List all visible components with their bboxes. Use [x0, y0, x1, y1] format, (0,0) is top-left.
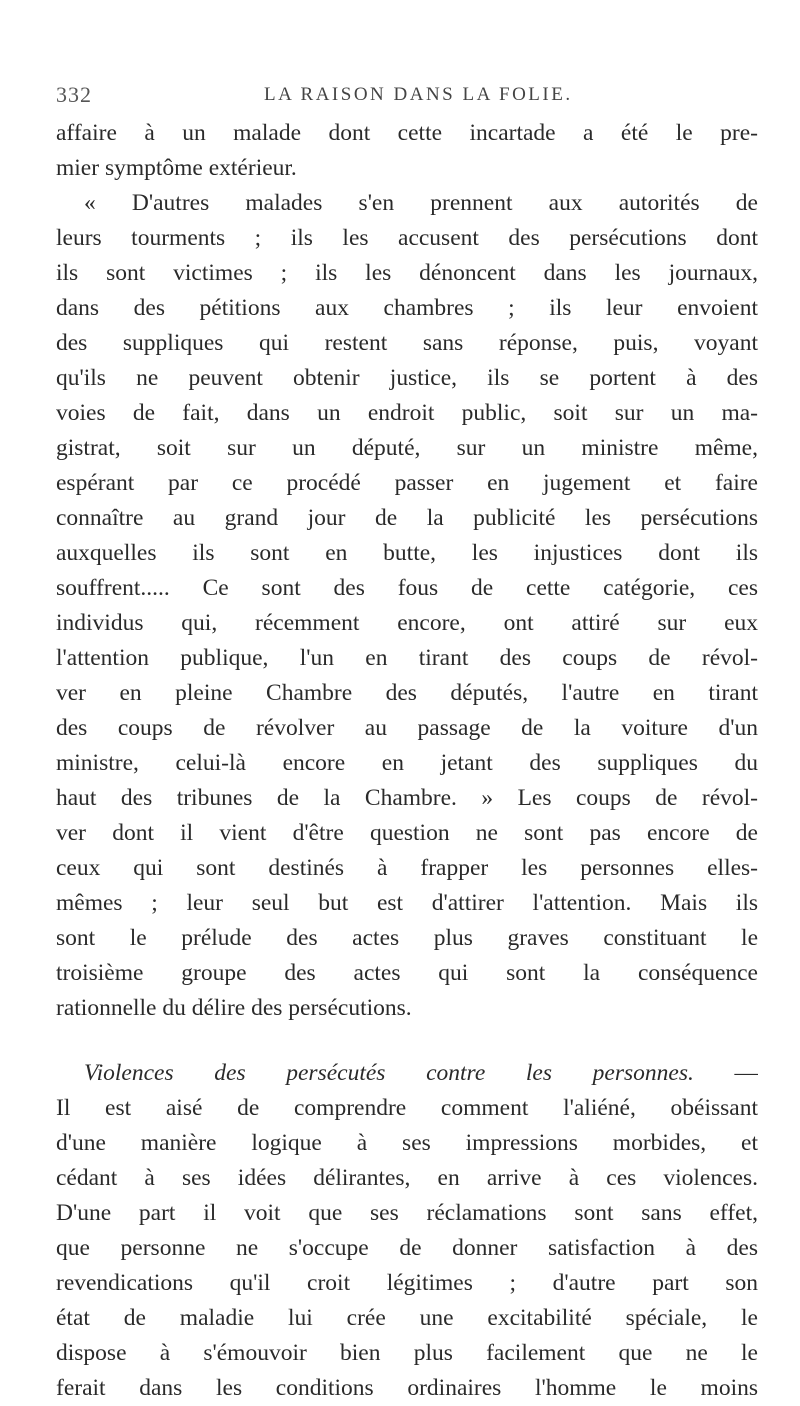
text-line: état de maladie lui crée une excitabilité spéciale, le — [56, 1305, 758, 1331]
body-text — [56, 116, 758, 1406]
text-line: affaire à un malade dont cette incartade a été le pre- — [56, 120, 758, 146]
page-number: 332 — [56, 82, 92, 107]
text-line: mêmes ; leur seul but est d'attirer l'attention. Mais ils — [56, 890, 758, 916]
text-line: l'attention publique, l'un en tirant des coups de révol- — [56, 645, 758, 671]
section-heading: Violences des persécutés contre les personnes. — [84, 1060, 694, 1086]
text-line: ceux qui sont destinés à frapper les personnes elles- — [56, 855, 758, 881]
text-line: cédant à ses idées délirantes, en arrive à ces violences. — [56, 1165, 758, 1191]
text-line: gistrat, soit sur un député, sur un ministre même, — [56, 435, 758, 461]
paragraph-gap — [56, 1026, 758, 1056]
text-line: revendications qu'il croit légitimes ; d'autre part son — [56, 1270, 758, 1296]
text-line: ferait dans les conditions ordinaires l'homme le moins — [56, 1375, 758, 1401]
paragraph — [56, 116, 758, 186]
section-heading-line — [56, 1056, 758, 1091]
text-line: haut des tribunes de la Chambre. » Les coups de révol- — [56, 785, 758, 811]
text-line: d'une manière logique à ses impressions morbides, et — [56, 1130, 758, 1156]
text-line: troisième groupe des actes qui sont la conséquence — [56, 960, 758, 986]
text-line: rationnelle du délire des persécutions. — [56, 995, 412, 1021]
heading-dash: — — [693, 1060, 758, 1086]
text-line: connaître au grand jour de la publicité les persécutions — [56, 505, 758, 531]
text-line: souffrent..... Ce sont des fous de cette catégorie, ces — [56, 575, 758, 601]
text-line: dispose à s'émouvoir bien plus facilement que ne le — [56, 1340, 758, 1366]
paragraph — [56, 186, 758, 1026]
text-line: des coups de révolver au passage de la voiture d'un — [56, 715, 758, 741]
text-line: Il est aisé de comprendre comment l'aliéné, obéissant — [56, 1095, 758, 1121]
text-line: individus qui, récemment encore, ont attiré sur eux — [56, 610, 758, 636]
text-line: « D'autres malades s'en prennent aux autorités de — [84, 190, 758, 216]
text-line: auxquelles ils sont en butte, les injustices dont ils — [56, 540, 758, 566]
paragraph — [56, 1056, 758, 1406]
text-line: ver en pleine Chambre des députés, l'autre en tirant — [56, 680, 758, 706]
text-line: voies de fait, dans un endroit public, soit sur un ma- — [56, 400, 758, 426]
text-line: sont le prélude des actes plus graves constituant le — [56, 925, 758, 951]
page-header — [56, 82, 756, 110]
text-line: des suppliques qui restent sans réponse, puis, voyant — [56, 330, 758, 356]
text-line: ministre, celui-là encore en jetant des suppliques du — [56, 750, 758, 776]
running-title: LA RAISON DANS LA FOLIE. — [264, 84, 573, 105]
text-line: qu'ils ne peuvent obtenir justice, ils se portent à des — [56, 365, 758, 391]
text-line: ils sont victimes ; ils les dénoncent dans les journaux, — [56, 260, 758, 286]
text-line: ver dont il vient d'être question ne sont pas encore de — [56, 820, 758, 846]
text-line: D'une part il voit que ses réclamations sont sans effet, — [56, 1200, 758, 1226]
text-line: dans des pétitions aux chambres ; ils leur envoient — [56, 295, 758, 321]
text-line: leurs tourments ; ils les accusent des persécutions dont — [56, 225, 758, 251]
text-line: que personne ne s'occupe de donner satisfaction à des — [56, 1235, 758, 1261]
text-line: espérant par ce procédé passer en jugement et faire — [56, 470, 758, 496]
text-line: mier symptôme extérieur. — [56, 155, 297, 181]
